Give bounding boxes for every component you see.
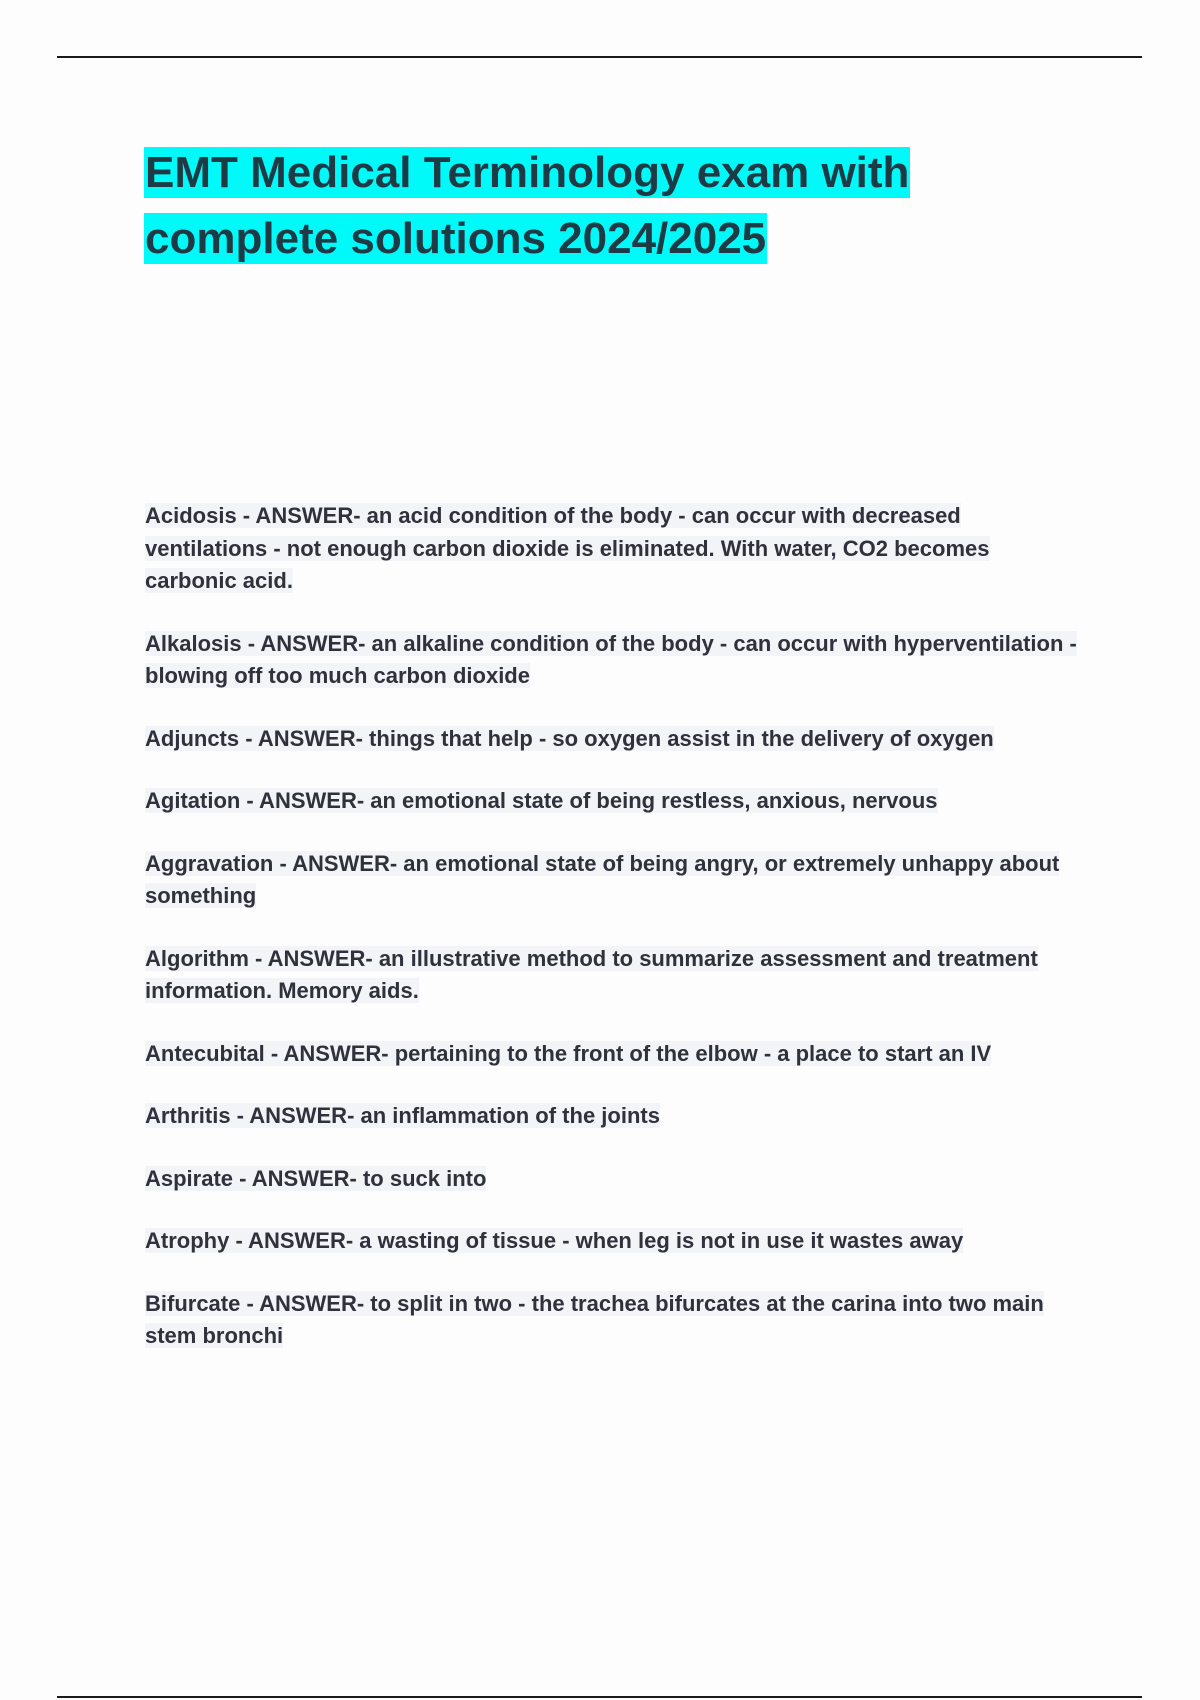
term-entry-text: Algorithm - ANSWER- an illustrative method to summarize assessment and treatment information. Memory aids. bbox=[145, 945, 1038, 1003]
term-entry-text: Antecubital - ANSWER- pertaining to the front of the elbow - a place to start an IV bbox=[145, 1040, 992, 1066]
term-entry-aggravation bbox=[145, 848, 1085, 913]
term-entry-text: Bifurcate - ANSWER- to split in two - the trachea bifurcates at the carina into two main stem bronchi bbox=[145, 1290, 1044, 1348]
term-list bbox=[145, 500, 1085, 1383]
term-entry-alkalosis bbox=[145, 628, 1085, 693]
title-line-1: EMT Medical Terminology exam with bbox=[145, 148, 910, 197]
top-rule bbox=[57, 56, 1142, 58]
term-entry-text: Atrophy - ANSWER- a wasting of tissue - when leg is not in use it wastes away bbox=[145, 1228, 964, 1253]
term-entry-algorithm bbox=[145, 943, 1085, 1008]
title-line-2: complete solutions 2024/2025 bbox=[145, 214, 767, 263]
bottom-rule bbox=[57, 1696, 1142, 1698]
term-entry-text: Acidosis - ANSWER- an acid condition of the body - can occur with decreased ventilations - not enough carbon dioxide is eliminated. With water, CO2 becomes carbonic acid. bbox=[145, 503, 990, 593]
term-entry-bifurcate bbox=[145, 1288, 1085, 1353]
term-entry-text: Alkalosis - ANSWER- an alkaline condition of the body - can occur with hyperventilation - blowing off too much carbon dioxide bbox=[145, 630, 1077, 688]
term-entry-text: Agitation - ANSWER- an emotional state of being restless, anxious, nervous bbox=[145, 788, 938, 813]
term-entry-text: Arthritis - ANSWER- an inflammation of the joints bbox=[145, 1103, 660, 1128]
term-entry-text: Aspirate - ANSWER- to suck into bbox=[145, 1165, 487, 1191]
document-title bbox=[145, 140, 1045, 272]
term-entry-agitation bbox=[145, 785, 1085, 818]
term-entry-atrophy bbox=[145, 1225, 1085, 1258]
term-entry-acidosis bbox=[145, 500, 1085, 598]
term-entry-adjuncts bbox=[145, 723, 1085, 756]
term-entry-text: Aggravation - ANSWER- an emotional state of being angry, or extremely unhappy about something bbox=[145, 850, 1060, 908]
term-entry-aspirate bbox=[145, 1163, 1085, 1196]
term-entry-antecubital bbox=[145, 1038, 1085, 1071]
term-entry-text: Adjuncts - ANSWER- things that help - so oxygen assist in the delivery of oxygen bbox=[145, 725, 994, 751]
term-entry-arthritis bbox=[145, 1100, 1085, 1133]
